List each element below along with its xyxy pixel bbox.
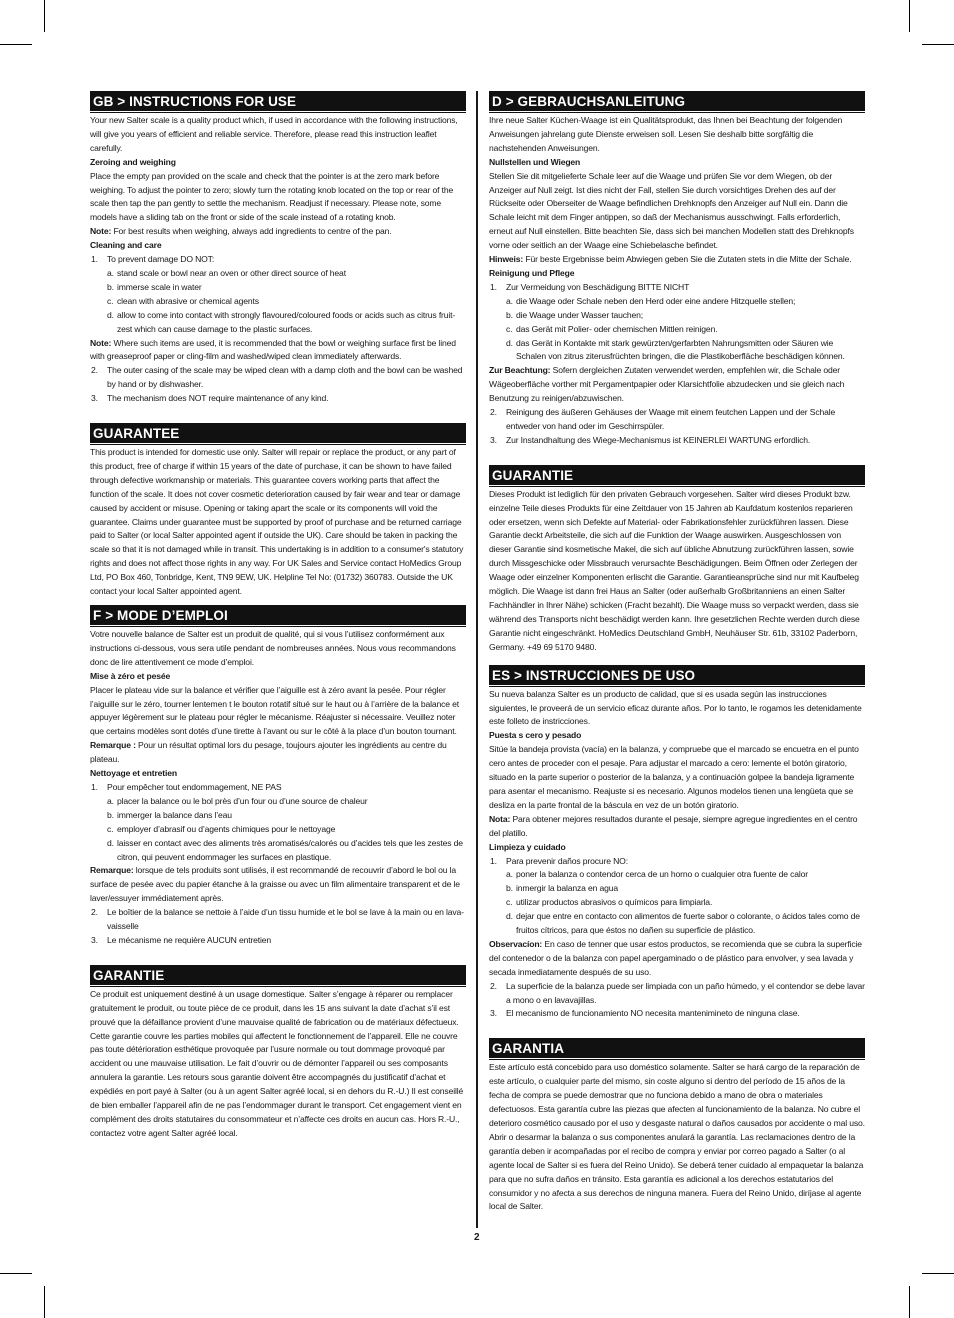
list-item: 2. La superficie de la balanza puede ser limpiada con un paño húmedo, y el contendor se debe lavar a mono o en lavavajillas. xyxy=(490,980,865,1005)
list-subitem: b. immerse scale in water xyxy=(107,281,202,292)
list-subitem: d. allow to come into contact with strongly flavoured/coloured foods or acids such as citrus fruit-zest which can cause damage to the plastic surfaces. xyxy=(107,309,456,334)
list-subitem: c. employer d’abrasif ou d’agents chimiques pour le nettoyage xyxy=(107,823,336,834)
subheading: Zeroing and weighing xyxy=(90,156,176,167)
list-subitem: b. inmergir la balanza en agua xyxy=(506,883,619,894)
crop-mark xyxy=(44,1286,45,1318)
list-subitem: d. laisser en contact avec des aliments très aromatisés/calorés ou d’acides tels que les zestes de citron, qui peuvent endommager les surfaces en plastique. xyxy=(107,837,463,862)
crop-mark xyxy=(0,44,32,45)
list-item: 1. Para prevenir daños procure NO: xyxy=(490,855,628,866)
note-text: Observacíon: En caso de tenner que usar estos productos, se recomienda que se cubra la superficie del contenedor o de la balanza con papel apergaminado o de plástico para envolver, y sea lavada y secada inmediatamente después de su uso. xyxy=(489,938,862,977)
note-text: Remarque : Pour un résultat optimal lors du pesage, toujours ajouter les ingrédients au centre du plateau. xyxy=(90,740,447,765)
page-number: 2 xyxy=(474,1232,480,1243)
section-heading: F > MODE D’EMPLOI xyxy=(90,605,466,625)
crop-mark xyxy=(922,1273,954,1274)
intro-text: Ihre neue Salter Küchen-Waage ist ein Qualitätsprodukt, das Ihnen bei Beachtung der folgenden Anweisungen jahrelang gute Dienste erweisen soll. Lesen Sie deshalb bitte sorgfältig die nachstehenden Anweisungen. xyxy=(489,115,843,153)
subheading: Mise à zéro et pesée xyxy=(90,670,171,681)
body-text: Sitúe la bandeja provista (vacía) en la balanza, y compruebe que el marcado se encuetra en el punto cero antes de proceder con el pesaje. Para adjustar el marcado a cero: lemente el botón giratorio, situado en la parte superior o posterior de la balanza, y a continuación golpee la bandeja ligramente para asentar el mecanismo. Reajuste si es necesario. Algunos modelos tienen una lengüeta que se desliza en la parte frontal de la báscula en vez de un botón giratorio. xyxy=(489,744,859,810)
note-text: Nota: Para obtener mejores resultados durante el pesaje, siempre agregue ingredientes en el centro del platillo. xyxy=(489,813,858,838)
list-subitem: b. immerger la balance dans l’eau xyxy=(107,809,232,820)
list-item: 1. Zur Vermeidung von Beschädigung BITTE NICHT xyxy=(490,281,690,292)
left-column xyxy=(90,91,466,1141)
list-subitem: a. poner la balanza o contendor cerca de un horno o cualquier otra fuente de calor xyxy=(506,869,809,880)
es-guarantee-section xyxy=(489,1038,865,1214)
gb-instructions-section xyxy=(90,91,466,406)
de-guarantee-section xyxy=(489,465,865,655)
note-text: Note: Where such items are used, it is recommended that the bowl or weighing surface first be lined with greaseproof paper or cling-film and washed/wiped clean immediately afterwards. xyxy=(90,337,456,362)
list-item: 1. To prevent damage DO NOT: xyxy=(91,254,215,265)
list-subitem: c. clean with abrasive or chemical agents xyxy=(107,295,259,306)
list-item: 3. El mecanismo de funcionamiento NO necesita mantenimineto de ninguna clase. xyxy=(490,1008,800,1019)
intro-text: Votre nouvelle balance de Salter est un produit de qualité, qui si vous l’utilisez conformément aux instructions ci-dessous, vous sera utile pendant de nombreuses années. Nous vous recommandons donc de lire attentivement ce mode d’emploi. xyxy=(90,629,456,667)
section-heading: GUARANTEE xyxy=(90,423,466,443)
note-text: Zur Beachtung: Sofern dergleichen Zutaten verwendet werden, empfehlen wir, die Schale oder Wägeoberfläche vorther mit Pergamentpapier oder Klarsichtfolie abzudecken und sie gleich nach Benutzung zu reinigen/abzuwischen. xyxy=(489,365,845,404)
body-text: Este artículo está concebido para uso doméstico solamente. Salter se hará cargo de la reparación de este artículo, o cualquier parte del mismo, sin coste alguno si dentro del período de 15 años de la fecha de compra se puede demostrar que no funciona debido a mano de obra o materiales defectuosos. Esta garantía cubre las piezas que afecten al funcionamiento de la balanza. No cubre el deterioro cosmético causado por el uso y desgaste natural o daños causados por accidente o mal uso. Abrir o desarmar la balanza o sus componentes anulará la garantía. Las reclamaciones dentro de la garantía deben ir acompañadas por el recibo de compra y enviar por correo pagado a Salter (o al agente local de Salter si es fuera del Reino Unido). Se deberá tener cuidado al empaquetar la balanza para que no sufra daños en tránsito. Esta garantía es adicional a los derechos estatutarios del consumidor y no afecta a sus derechos de ninguna manera. Fuera del Reino Unido, diríjase al agente local de Salter. xyxy=(489,1062,865,1212)
section-heading: GARANTIE xyxy=(90,965,466,985)
list-item: 3. Zur Instandhaltung des Wiege-Mechanismus ist KEINERLEI WARTUNG erfordlich. xyxy=(490,434,811,445)
body-text: Stellen Sie dit mitgelieferte Schale leer auf die Waage und prüfen Sie vor dem Wiegen, ob der Anzeiger auf Null zeigt. Ist dies nicht der Fall, stellen Sie durch vorsichtiges Drehen des auf der Rückseite oder Oberseiter de Waage befindlichen Drehknopfs den Anzeiger auf Null ein. Dann die Schale leicht mit dem Finger antippen, so daß der Mechanismus ausschwingt. Falls erforderlich, erneut auf Null einstellen. Bitte beachten Sie, dass sich bei manchen Modellen statt des Drehknopfs vorne oder seitlich an der Waage eine Schiebelasche befindet. xyxy=(489,170,854,251)
crop-mark xyxy=(922,44,954,45)
list-item: 1. Pour empêcher tout endommagement, NE PAS xyxy=(91,781,282,792)
crop-mark xyxy=(44,0,45,32)
list-subitem: c. utilizar productos abrasivos o químicos para limpiarla. xyxy=(506,897,713,908)
subheading: Puesta s cero y pesado xyxy=(489,730,582,741)
gb-guarantee-section xyxy=(90,423,466,599)
body-text: This product is intended for domestic use only. Salter will repair or replace the product, or any part of this product, free of charge if within 15 years of the date of purchase, it can be shown to have failed through defective workmanship or materials. This guarantee covers working parts that affect the function of the scale. It does not cover cosmetic deterioration caused by fair wear and tear or damage caused by accident or misuse. Opening or taking apart the scale or its components will void the guarantee. Claims under guarantee must be supported by proof of purchase and be returned carriage paid to Salter (or local Salter appointed agent if outside the UK). Care should be taken in packing the scale so that it is not damaged while in transit. This undertaking is in addition to a consumer's statutory rights and does not affect those rights in any way. For UK Sales and Service contact HoMedics Group Ltd, PO Box 460, Tonbridge, Kent, TN9 9EW, UK. Helpline Tel No: (01732) 360783. Outside the UK contact your local Salter appointed agent. xyxy=(90,447,464,597)
note-text: Hinweis: Für beste Ergebnisse beim Abwiegen geben Sie die Zutaten stets in die Mitte der Schale. xyxy=(489,254,852,265)
section-heading: GARANTIA xyxy=(489,1038,865,1058)
body-text: Ce produit est uniquement destiné à un usage domestique. Salter s’engage à réparer ou remplacer gratuitement le produit, ou toute pièce de ce produit, dans les 15 ans suivant la date d’achat s’il est prouvé que la défaillance provient d’une mauvaise qualité de fabrication ou de matériaux défectueux. Cette garantie couvre les parties mobiles qui affectent le fonctionnement de l’appareil. Elle ne couvre pas toute détérioration esthétique provoquée par l’usure normale ou tout dommage provoqué par accident ou une mauvaise utilisation. Le fait d’ouvrir ou de démonter l’appareil ou ses composants annulera la garantie. Les retours sous garantie doivent être accompagnés du justificatif d’achat et expédiés en port payé à Salter (ou à un agent Salter agréé local, si en dehors du R.-U.) Il est conseillé de bien emballer l’appareil afin de ne pas l’endommager durant le transport. Cet engagement vient en complément des droits statutaires du consommateur et n’affecte ces droits en aucun cas. Hors R.-U., contactez votre agent Salter agréé local. xyxy=(90,988,464,1138)
subheading: Limpieza y cuidado xyxy=(489,841,566,852)
crop-mark xyxy=(909,1286,910,1318)
body-text: Placer le plateau vide sur la balance et vérifier que l’aiguille est à zéro avant la pesée. Pour régler l’aiguille sur le zéro, tourner lentemen t le bouton rotatif situé sur le haut ou à l’arrière de la balance et appuyer légèrement sur le plateau pour régler le mécanisme. Réajuster si nécessaire. Veuillez noter que certains modèles sont dotés d’une tirette à l’avant ou sur le côté à la place d’un bouton tournant. xyxy=(90,684,460,737)
list-subitem: a. stand scale or bowl near an oven or other direct source of heat xyxy=(107,267,346,278)
list-subitem: a. placer la balance ou le bol près d’un four ou d’une source de chaleur xyxy=(107,795,368,806)
column-divider xyxy=(476,91,478,1228)
list-item: 3. Le mécanisme ne requière AUCUN entretien xyxy=(91,934,272,945)
crop-mark xyxy=(0,1273,32,1274)
fr-guarantee-section xyxy=(90,965,466,1141)
section-heading: GB > INSTRUCTIONS FOR USE xyxy=(90,91,466,111)
list-subitem: c. das Gerät mit Polier- oder chemischen Mittlen reinigen. xyxy=(506,323,718,334)
list-subitem: b. die Waage under Wasser tauchen; xyxy=(506,309,644,320)
list-subitem: d. dejar que entre en contacto con alimentos de fuerte sabor o colorante, o ácidos tales como de fruitos cítricos, para que éstos no dañen su superficie de plástico. xyxy=(506,911,860,936)
subheading: Nullstellen und Wiegen xyxy=(489,156,581,167)
note-text: Remarque: lorsque de tels produits sont utilisés, il est recommandé de recouvrir d’abord le bol ou la surface de pesée avec du papier étanche à la graisse ou avec un film alimentaire transparent et de le laver/essuyer immédiatement après. xyxy=(90,865,460,904)
fr-instructions-section xyxy=(90,605,466,948)
de-instructions-section xyxy=(489,91,865,448)
subheading: Reinigung und Pflege xyxy=(489,267,575,278)
list-subitem: d. das Gerät in Kontakte mit stark gewürzten/gerfarbten Nahrungsmitten oder Säuren wie Schalen von zitrus ziterusfrüchten bringen, die die Plastikoberfläche beschädigen können. xyxy=(506,337,845,362)
section-heading: ES > INSTRUCCIONES DE USO xyxy=(489,665,865,685)
subheading: Cleaning and care xyxy=(90,240,162,251)
subheading: Nettoyage et entretien xyxy=(90,768,177,779)
intro-text: Su nueva balanza Salter es un producto de calidad, que si es usada según las instrucciones siguientes, le proveerá de un servicio eficaz durante años. Por lo tanto, le rogamos les detenidamente este folleto de instricciones. xyxy=(489,688,862,727)
list-item: 2. Le boîtier de la balance se nettoie à l’aide d’un tissu humide et le bol se lave à la main ou en lava-vaisselle xyxy=(91,907,464,932)
list-item: 2. Reinigung des äußeren Gehäuses der Waage mit einem feutchen Lappen und der Schale entweder von hand oder im Geschirrspüler. xyxy=(490,407,836,431)
list-item: 3. The mechanism does NOT require maintenance of any kind. xyxy=(91,393,329,404)
body-text: Dieses Produkt ist lediglich für den privaten Gebrauch vorgesehen. Salter wird dieses Produkt bzw. einzelne Teile dieses Produkts für eine Zeitdauer von 15 Jahren ab Kaufdatum kostenlos reparieren oder ersetzen, wenn sich Defekte auf Material- oder Fabrikationsfehler zurückführen lassen. Diese Garantie deckt Arbeitsteile, die sich auf die Funktion der Waage auswirken. Ausgeschlossen von dieser Garantie sind kosmetische Makel, die sich auf übliche Abnutzung zurückführen lassen, sowie durch Missgeschicke oder Missbrauch verursachte Beschädigungen. Beim Öffnen oder Zerlegen der Waage oder einzelner Komponenten erlischt die Garantie. Garantieansprüche sind nur mit Kaufbeleg möglich. Die Waage ist dann frei Haus an Salter (oder außerhalb Großbritanniens an einen Salter Fachhändler in Ihrer Nähe) schicken (Fracht bezahlt). Die Waage muss so verpackt werden, dass sie während des Transports nicht beschädigt werden kann. Ihre gesetzlichen Rechte werden durch diese Garantie nicht eingeschränkt. HoMedics Deutschland GmbH, Neuhäuser Str. 61b, 33102 Paderborn, Germany. +49 69 5170 9480. xyxy=(489,488,860,652)
note-text: Note: For best results when weighing, always add ingredients to centre of the pan. xyxy=(90,226,392,237)
list-subitem: a. die Waage oder Schale neben den Herd oder eine andere Hitzquelle stellen; xyxy=(506,295,796,306)
right-column xyxy=(489,91,865,1214)
intro-text: Your new Salter scale is a quality product which, if used in accordance with the following instructions, will give you years of efficient and reliable service. Therefore, please read this instruction leaflet carefully. xyxy=(90,115,458,153)
es-instructions-section xyxy=(489,665,865,1022)
section-heading: D > GEBRAUCHSANLEITUNG xyxy=(489,91,865,111)
section-heading: GUARANTIE xyxy=(489,465,865,485)
crop-mark xyxy=(909,0,910,32)
list-item: 2. The outer casing of the scale may be wiped clean with a damp cloth and the bowl can be washed by hand or by dishwasher. xyxy=(91,365,463,390)
body-text: Place the empty pan provided on the scale and check that the pointer is at the zero mark before weighing. To adjust the pointer to zero; slowly turn the rotating knob located on the top or rear of the scale then tap the pan gently to settle the mechanism. Readjust if necessary. Please note, some models have a sliding tab on the front or side of the scale instead of a rotating knob. xyxy=(90,170,454,223)
